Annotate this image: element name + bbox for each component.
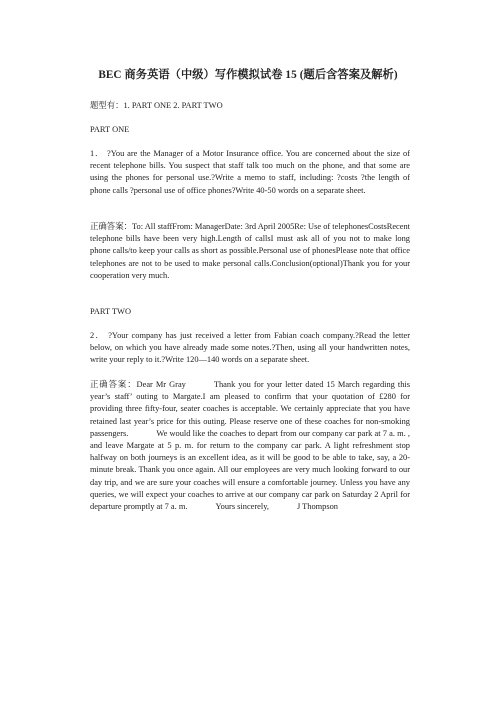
part-two-answer: [90, 379, 410, 513]
part-one-question: 1． ?You are the Manager of a Motor Insurance office. You are concerned about the size of recent telephone bills. You suspect that staff talk too much on the phone, and that some are using the phones for personal use.?Write a memo to staff, including: ?costs ?the length of phone calls ?personal use of office phones?Write 40-50 words on a separate sheet.: [90, 149, 410, 195]
part-two-question: 2． ?Your company has just received a letter from Fabian coach company.?Read the letter below, on which you have already made some notes.?Then, using all your handwritten notes, write your reply to it.?Write 120—140 words on a separate sheet.: [90, 331, 410, 365]
answer-body-1: Thank you for your letter dated 15 March regarding this year’s staff’ outing to Margate.I am pleased to confirm that your quotation of £280 for providing three fifty-four, seater coaches is acceptable. We certainly appreciate that you have retained last year’s price for this outing. Please reserve one of these coaches for non-smoking passengers.: [90, 380, 410, 438]
answer-salutation: 正确答案：Dear Mr Gray: [90, 380, 186, 389]
part-one-heading: PART ONE: [90, 125, 130, 134]
document-title: BEC 商务英语（中级）写作模拟试卷 15 (题后含答案及解析): [98, 69, 398, 81]
question-types: 题型有：1. PART ONE 2. PART TWO: [90, 101, 223, 110]
answer-body-2: We would like the coaches to depart from our company car park at 7 a. m. , and leave Margate at 5 p. m. for return to the company car park. A light refreshment stop halfway on both journeys is an excellent idea, as it will be good to be able to take, say, a 20-minute break. Thank you once again. All our employees are very much looking forward to our day trip, and we are sure your coaches will ensure a comfortable journey. Unless you have any queries, we will expect your coaches to arrive at our company car park on Saturday 2 April for departure promptly at 7 a. m.: [90, 428, 410, 512]
part-two-heading: PART TWO: [90, 307, 131, 316]
part-one-answer: 正确答案：To: All staffFrom: ManagerDate: 3rd April 2005Re: Use of telephonesCostsRecent telephone bills have been very high.Length of callsI must ask all of you not to make long phone calls/to keep your calls as short as possible.Personal use of phonesPlease note that office telephones are not to be used to make personal calls.Conclusion(optional)Thank you for your cooperation very much.: [90, 222, 410, 280]
answer-signature: J Thompson: [296, 502, 338, 512]
answer-closing: Yours sincerely,: [215, 502, 269, 512]
